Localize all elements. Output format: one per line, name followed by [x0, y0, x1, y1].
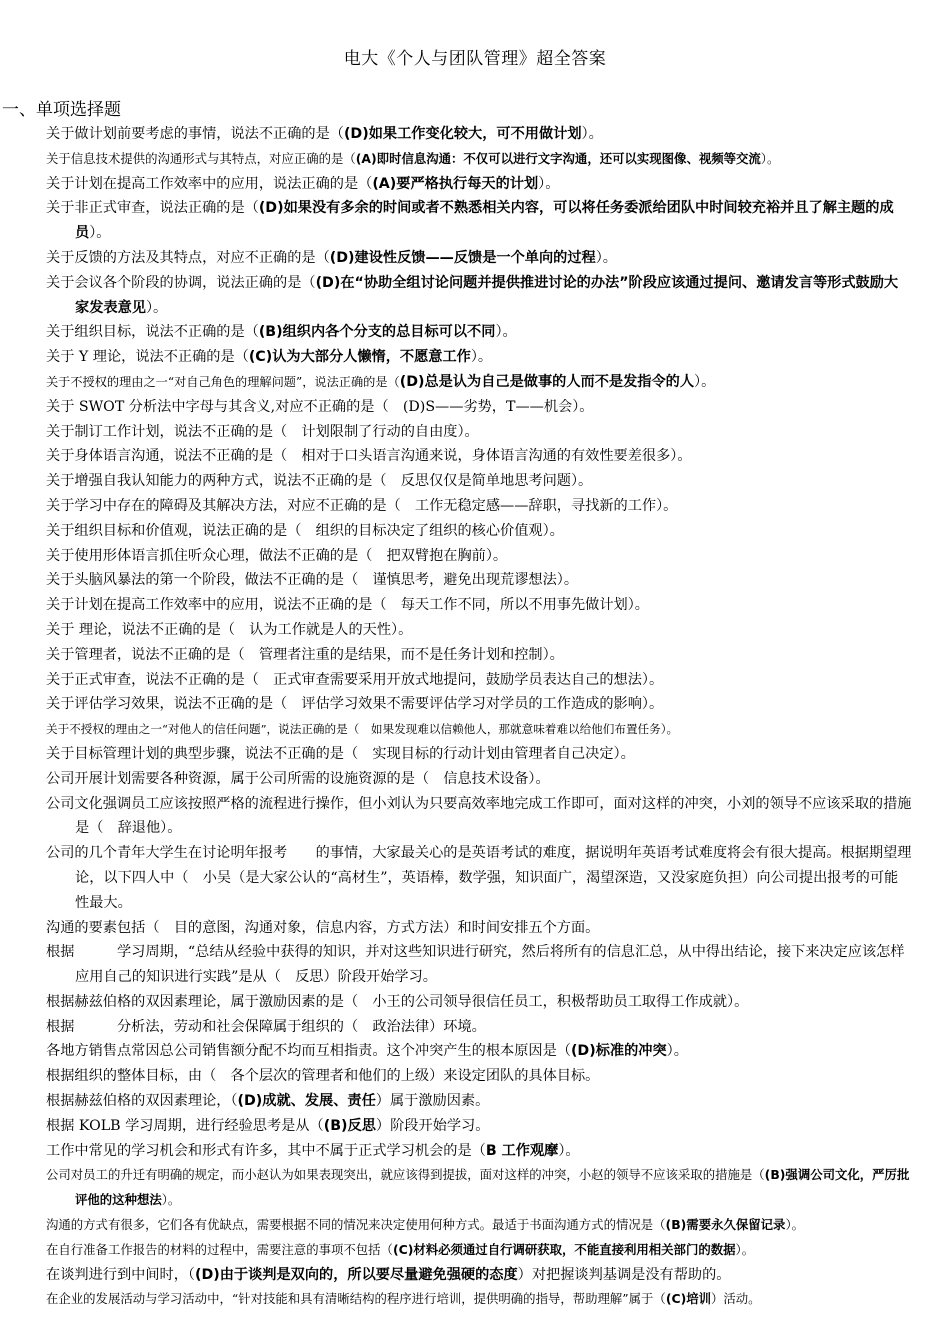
answer-text: (A)即时信息沟通：不仅可以进行文字沟通，还可以实现图像、视频等交流: [355, 150, 761, 166]
question-item: [46, 494, 912, 519]
question-ending: ）。: [595, 249, 617, 266]
answer-text: (D)总是认为自己是做事的人而不是发指令的人: [399, 373, 695, 390]
question-item: [46, 742, 912, 767]
question-ending: ）。: [785, 1217, 805, 1233]
answer-text: 信息技术设备: [429, 770, 529, 787]
question-item: [46, 469, 912, 494]
answer-text: B 工作观摩: [485, 1142, 559, 1159]
question-text: 关于不授权的理由之一“对他人的信任问题”，说法正确的是（: [46, 722, 360, 737]
answer-text: 管理者注重的是结果，而不是任务计划和控制: [244, 646, 543, 663]
answer-text: (D)由于谈判是双向的，所以要尽量避免强硬的态度: [194, 1266, 518, 1283]
question-ending: ）活动。: [711, 1291, 761, 1307]
question-item: [46, 990, 912, 1015]
question-ending: ）。: [641, 696, 664, 713]
question-text: 关于制订工作计划，说法不正确的是（: [46, 423, 288, 440]
question-item: [46, 717, 912, 742]
question-item: [46, 1039, 912, 1064]
question-text: 各地方销售点常因总公司销售额分配不均而互相指责。这个冲突产生的根本原因是（: [46, 1043, 571, 1060]
question-text: 在自行准备工作报告的材料的过程中，需要注意的事项不包括（: [46, 1241, 393, 1257]
question-item: [46, 1263, 912, 1288]
answer-text: 相对于口头语言沟通来说，身体语言沟通的有效性要差很多: [287, 448, 671, 465]
question-item: [46, 196, 912, 246]
question-text: 在谈判进行到中间时，（: [46, 1266, 195, 1283]
question-item: [46, 519, 912, 544]
answer-text: 实现目标的行动计划由管理者自己决定: [358, 745, 614, 762]
answer-text: (C)材料必须通过自行调研获取，不能直接利用相关部门的数据: [392, 1241, 736, 1257]
answer-text: (B)反思: [323, 1117, 376, 1134]
question-text: 关于做计划前要考虑的事情，说法不正确的是（: [46, 126, 344, 142]
question-text: 根据 学习周期，“总结从经验中获得的知识，并对这些知识进行研究，然后将所有的信息汇总，从中得出结论，接下来决定应该怎样应用自己的知识进行实践”是从（: [46, 944, 905, 986]
question-item: [46, 940, 912, 990]
question-ending: ）阶段开始学习。: [375, 1117, 490, 1134]
question-item: [46, 1064, 912, 1089]
answer-text: 谨慎思考，避免出现荒谬想法: [358, 572, 557, 589]
answer-text: 工作无稳定感——辞职，寻找新的工作: [400, 497, 657, 514]
question-item: [46, 792, 912, 842]
question-ending: ）。: [570, 473, 593, 490]
question-ending: ）属于激励因素。: [375, 1093, 490, 1110]
question-item: [46, 370, 912, 395]
answer-text: 正式审查需要采用开放式地提问，鼓励学员表达自己的想法: [258, 671, 642, 688]
question-text: 关于计划在提高工作效率中的应用，说法正确的是（: [46, 175, 373, 192]
question-item: [46, 1213, 912, 1238]
answer-text: 辞退他: [103, 820, 161, 837]
question-text: 公司的几个青年大学生在讨论明年报考 的事情，大家最关心的是英语考试的难度，据说明年英语考试难度将会有很大提高。根据期望理论，以下四人中（: [46, 845, 912, 886]
question-ending: ）。: [470, 349, 493, 366]
answer-text: 反思: [280, 969, 324, 986]
question-text: 关于反馈的方法及其特点，对应不正确的是（: [46, 249, 330, 266]
answer-text: 组织的目标决定了组织的核心价值观: [301, 522, 543, 539]
answer-text: (B)需要永久保留记录: [665, 1217, 786, 1233]
question-ending: ）。: [556, 572, 579, 589]
question-ending: ）来设定团队的具体目标。: [429, 1068, 600, 1085]
question-item: [46, 172, 912, 197]
answer-text: 小吴（是大家公认的“高材生”，英语棒，数学强，知识面广，渴望深造，又没家庭负担）: [188, 869, 757, 886]
question-ending: ）。: [656, 497, 678, 514]
question-text: 关于计划在提高工作效率中的应用，说法不正确的是（: [46, 597, 387, 614]
answer-text: (C)培训: [665, 1291, 712, 1307]
answer-text: 评估学习效果不需要评估学习对学员的工作造成的影响: [287, 696, 642, 713]
question-text: 关于正式审查，说法不正确的是（: [46, 671, 259, 688]
question-ending: ）。: [528, 770, 550, 787]
question-item: [46, 767, 912, 792]
answer-text: (B)组织内各个分支的总目标可以不同: [258, 324, 496, 341]
question-item: [46, 916, 912, 941]
question-ending: ）。: [727, 993, 749, 1010]
question-item: [46, 444, 912, 469]
question-ending: ）环境。: [429, 1018, 486, 1035]
question-ending: ）。: [161, 1192, 181, 1208]
question-item: [46, 246, 912, 271]
question-item: [46, 1238, 912, 1263]
question-item: [46, 1015, 912, 1040]
question-item: [46, 618, 912, 643]
question-ending: ）。: [670, 448, 692, 465]
question-text: 沟通的要素包括（: [46, 919, 160, 936]
question-ending: ）。: [391, 621, 413, 638]
answer-text: (D)标准的冲突: [570, 1043, 667, 1060]
question-text: 关于学习中存在的障碍及其解决方法，对应不正确的是（: [46, 497, 401, 514]
answer-text: 反思仅仅是简单地思考问题: [386, 473, 571, 490]
question-ending: ）。: [538, 175, 560, 192]
question-ending: ）。: [542, 646, 564, 663]
answer-text: (C)认为大部分人懒惰，不愿意工作: [248, 349, 471, 366]
page-title: 电大《个人与团队管理》超全答案: [343, 49, 607, 69]
answer-text: (D)在“协助全组讨论问题并提供推进讨论的办法”阶段应该通过提问、邀请发言等形式鼓励大家发表意见: [75, 274, 899, 316]
question-ending: ）。: [760, 150, 780, 166]
question-text: 关于管理者，说法不正确的是（: [46, 646, 245, 663]
question-text: 工作中常见的学习机会和形式有许多，其中不属于正式学习机会的是（: [46, 1142, 486, 1159]
answer-text: 小王的公司领导很信任员工，积极帮助员工取得工作成就: [358, 993, 728, 1010]
section-heading: 一、单项选择题: [2, 100, 121, 120]
question-list: [46, 122, 912, 1312]
answer-text: (D)S——劣势，T——机会: [388, 398, 573, 415]
question-ending: ）。: [572, 398, 594, 415]
question-ending: ）阶段开始学习。: [323, 969, 437, 986]
question-text: 关于组织目标和价值观，说法正确的是（: [46, 522, 302, 539]
question-text: 关于 理论，说法不正确的是（: [46, 621, 235, 638]
question-ending: ）对把握谈判基调是没有帮助的。: [517, 1266, 731, 1283]
question-text: 关于增强自我认知能力的两种方式，说法不正确的是（: [46, 473, 387, 490]
question-item: [46, 345, 912, 370]
question-text: 关于会议各个阶段的协调，说法正确的是（: [46, 274, 316, 291]
question-text: 公司对员工的升迁有明确的规定，而小赵认为如果表现突出，就应该得到提拔，面对这样的冲突，小赵的领导不应该采取的措施是（: [46, 1167, 765, 1183]
question-ending: ）。: [145, 299, 168, 316]
answer-text: 把双臂抱在胸前: [372, 547, 486, 564]
answer-text: 如果发现难以信赖他人，那就意味着难以给他们布置任务: [359, 722, 661, 737]
question-item: [46, 147, 912, 172]
question-item: [46, 643, 912, 668]
question-item: [46, 593, 912, 618]
question-text: 根据赫兹伯格的双因素理论，（: [46, 1093, 238, 1110]
question-ending: ）。: [641, 671, 664, 688]
question-text: 根据 分析法，劳动和社会保障属于组织的（: [46, 1018, 359, 1035]
question-ending: ）。: [735, 1241, 755, 1257]
answer-text: 计划限制了行动的自由度: [287, 423, 458, 440]
question-item: [46, 271, 912, 321]
question-item: [46, 668, 912, 693]
answer-text: (D)建设性反馈——反馈是一个单向的过程: [329, 249, 596, 266]
answer-text: (D)如果工作变化较大，可不用做计划: [343, 126, 582, 142]
question-ending: ）。: [542, 522, 564, 539]
question-item: [46, 1163, 912, 1213]
question-ending: 向公司提出报考的可能性最大。: [75, 869, 899, 911]
question-text: 关于评估学习效果，说法不正确的是（: [46, 696, 288, 713]
answer-text: 各个层次的管理者和他们的上级: [216, 1068, 430, 1085]
answer-text: (B)强调公司文化，严厉批评他的这种想法: [75, 1167, 910, 1208]
question-text: 根据 KOLB 学习周期，进行经验思考是从（: [46, 1117, 324, 1134]
question-ending: ）。: [627, 597, 649, 614]
answer-text: (D)成就、发展、责任: [237, 1093, 376, 1110]
question-text: 在企业的发展活动与学习活动中，“针对技能和具有清晰结构的程序进行培训，提供明确的指导，帮助理解”属于（: [46, 1291, 666, 1307]
question-text: 关于身体语言沟通，说法不正确的是（: [46, 448, 288, 465]
question-item: [46, 1287, 912, 1312]
question-ending: ）。: [581, 126, 603, 142]
question-ending: ）。: [694, 373, 716, 390]
question-text: 沟通的方式有很多，它们各有优缺点，需要根据不同的情况来决定使用何种方式。最适于书面沟通方式的情况是（: [46, 1217, 666, 1233]
answer-text: (D)如果没有多余的时间或者不熟悉相关内容，可以将任务委派给团队中时间较充裕并且了解主题的成员: [75, 200, 894, 242]
question-text: 根据组织的整体目标，由（: [46, 1068, 217, 1085]
question-ending: ）。: [495, 324, 517, 341]
question-text: 关于使用形体语言抓住听众心理，做法不正确的是（: [46, 547, 373, 564]
question-ending: ）。: [660, 722, 679, 737]
answer-text: 政治法律: [358, 1018, 430, 1035]
question-text: 公司开展计划需要各种资源，属于公司所需的设施资源的是（: [46, 770, 430, 787]
question-text: 公司文化强调员工应该按照严格的流程进行操作，但小刘认为只要高效率地完成工作即可，面对这样的冲突，小刘的领导不应该采取的措施是（: [46, 795, 912, 837]
question-ending: ）。: [558, 1142, 580, 1159]
question-text: 关于信息技术提供的沟通形式与其特点，对应正确的是（: [46, 150, 356, 166]
question-text: 关于 Y 理论，说法不正确的是（: [46, 349, 249, 366]
question-text: 关于不授权的理由之一“对自己角色的理解问题”，说法正确的是（: [46, 374, 400, 389]
question-item: [46, 692, 912, 717]
question-ending: ）。: [160, 820, 182, 837]
question-text: 关于 SWOT 分析法中字母与其含义,对应不正确的是（: [46, 398, 389, 415]
question-item: [46, 320, 912, 345]
question-text: 关于组织目标，说法不正确的是（: [46, 324, 259, 341]
question-text: 关于非正式审查，说法正确的是（: [46, 200, 259, 217]
answer-text: 目的意图，沟通对象，信息内容，方式方法）: [159, 919, 458, 936]
question-item: [46, 1139, 912, 1164]
question-item: [46, 1089, 912, 1114]
question-item: [46, 420, 912, 445]
answer-text: 认为工作就是人的天性: [234, 621, 392, 638]
question-ending: ）。: [457, 423, 479, 440]
question-item: [46, 122, 912, 147]
question-item: [46, 1114, 912, 1139]
question-text: 关于头脑风暴法的第一个阶段，做法不正确的是（: [46, 572, 359, 589]
question-item: [46, 568, 912, 593]
question-item: [46, 395, 912, 420]
question-ending: ）。: [485, 547, 508, 564]
question-text: 关于目标管理计划的典型步骤，说法不正确的是（: [46, 745, 359, 762]
question-item: [46, 841, 912, 915]
answer-text: (A)要严格执行每天的计划: [372, 175, 539, 192]
question-ending: ）。: [666, 1043, 688, 1060]
question-ending: 和时间安排五个方面。: [457, 919, 600, 936]
question-text: 根据赫兹伯格的双因素理论，属于激励因素的是（: [46, 993, 359, 1010]
question-item: [46, 544, 912, 569]
question-ending: ）。: [89, 225, 111, 242]
question-ending: ）。: [613, 745, 635, 762]
answer-text: 每天工作不同，所以不用事先做计划: [386, 597, 628, 614]
